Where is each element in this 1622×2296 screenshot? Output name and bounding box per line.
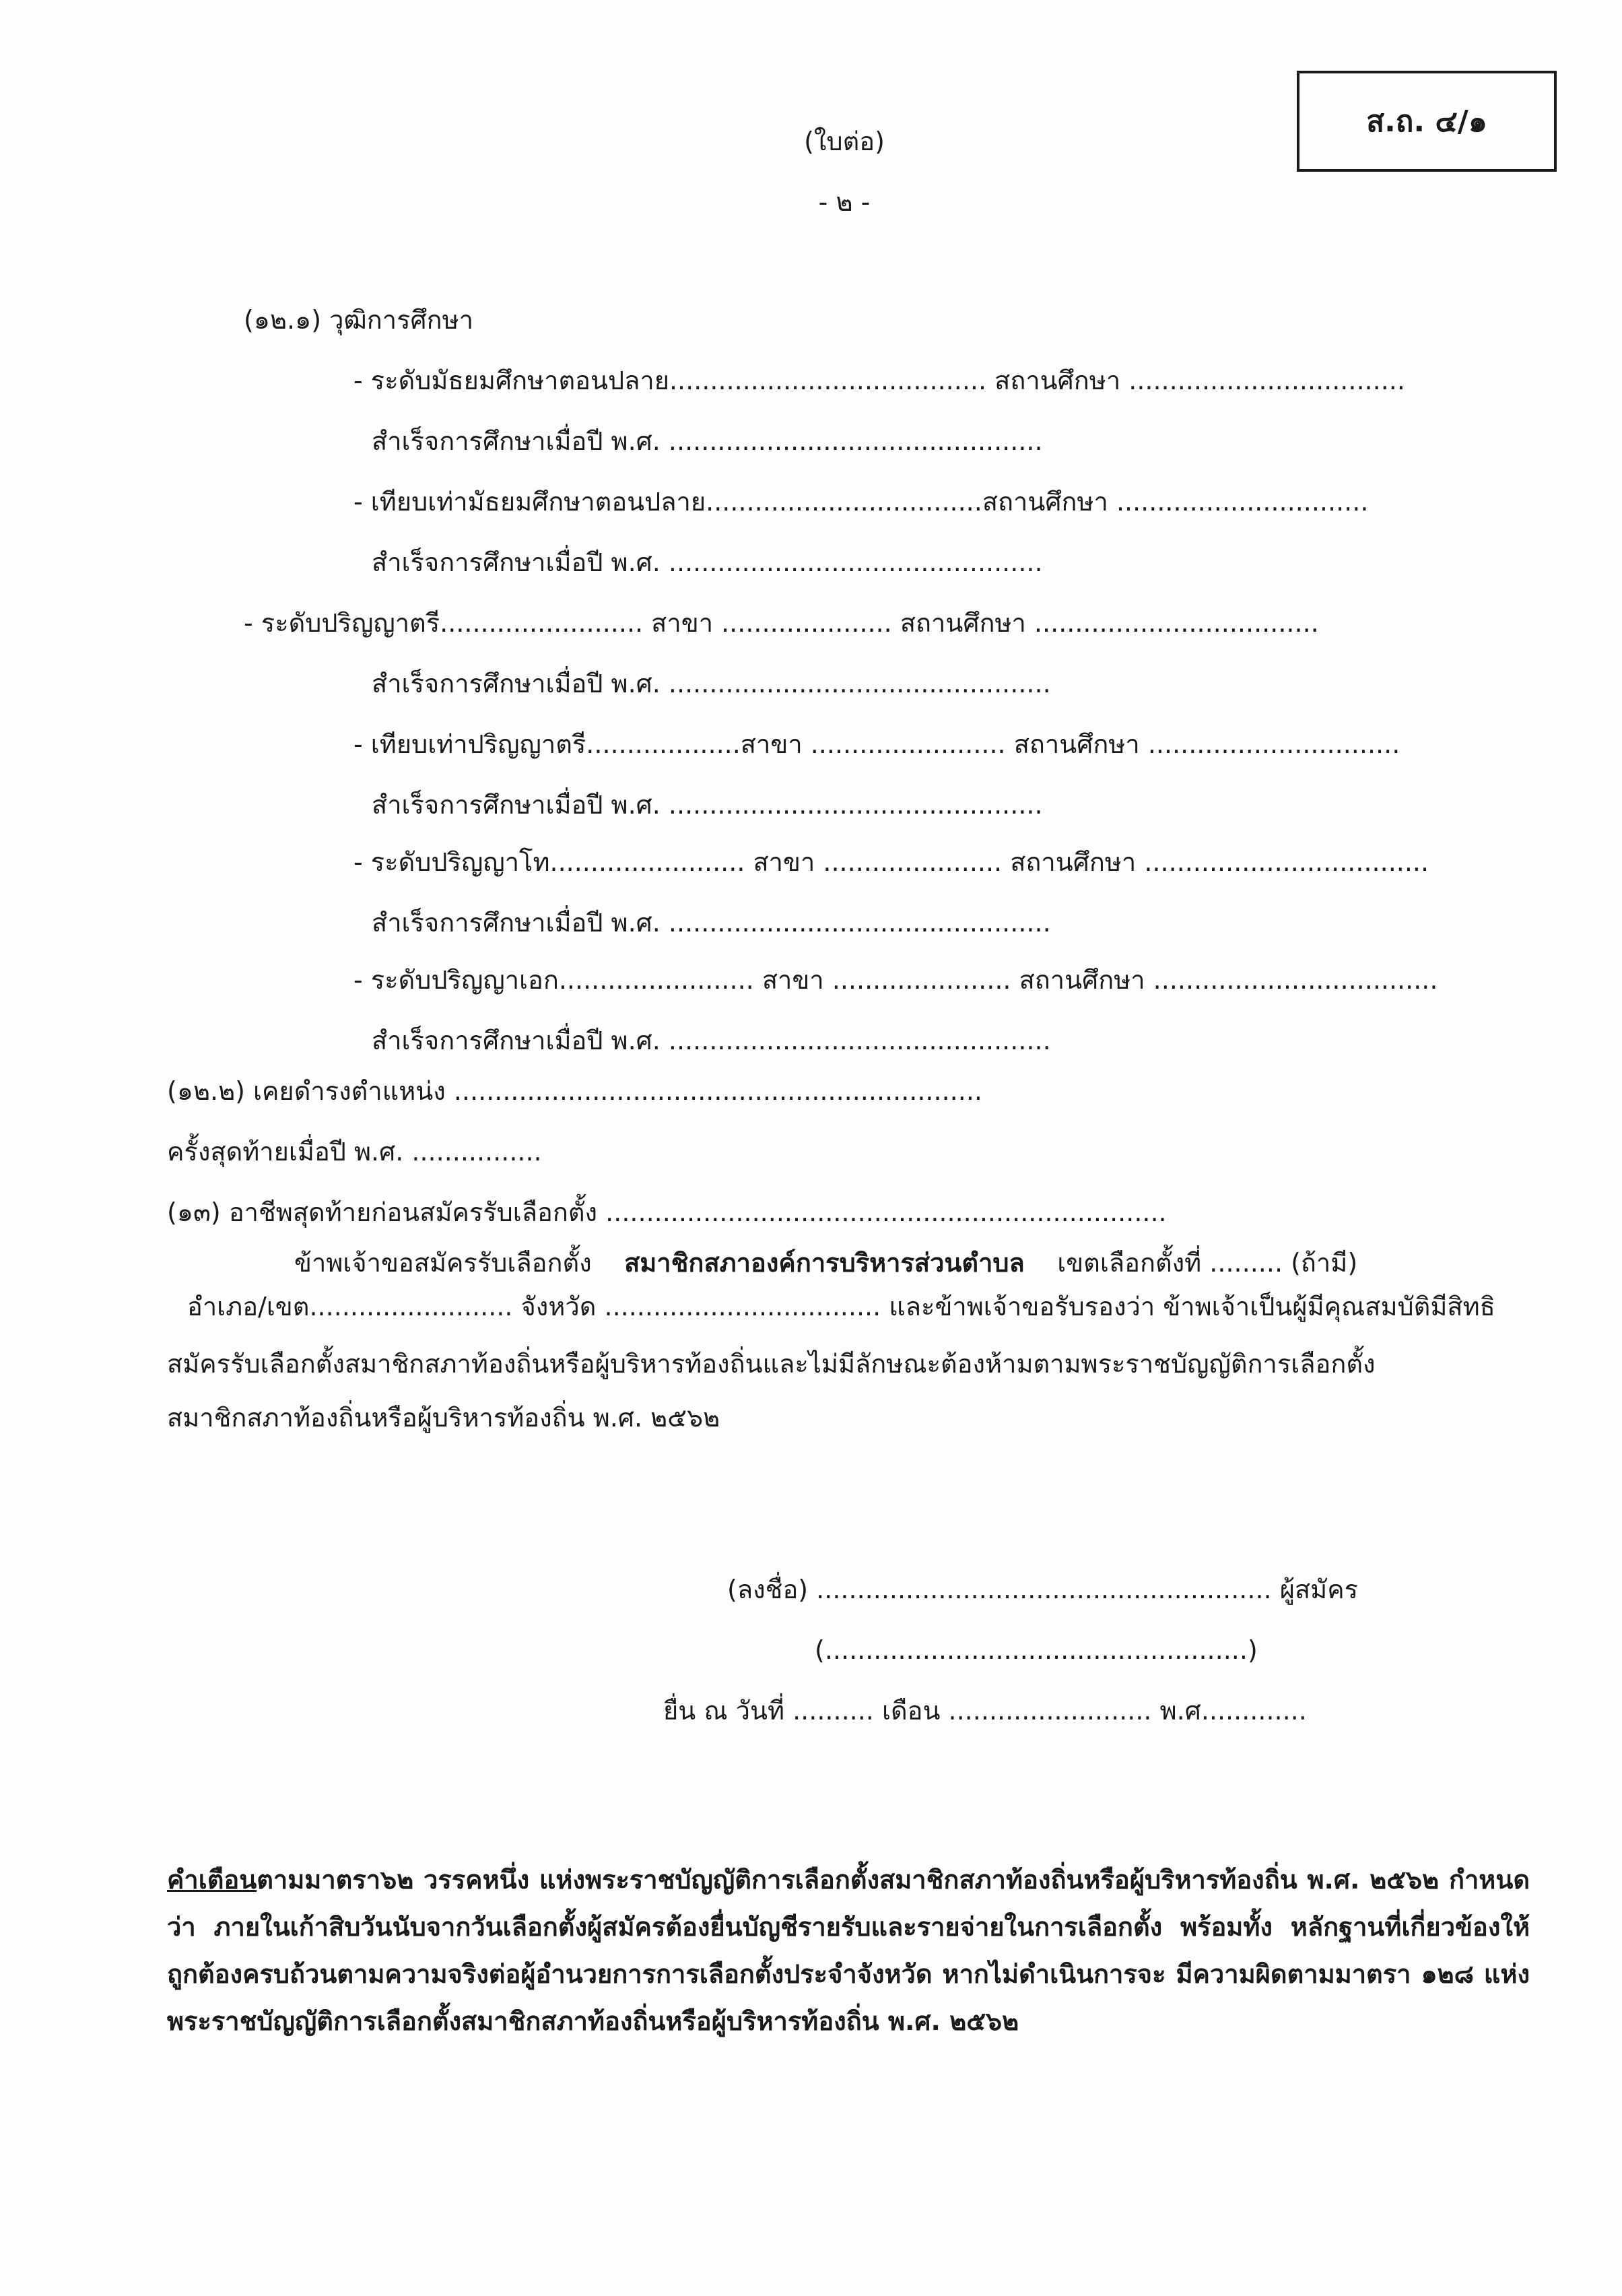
education-line-2: สำเร็จการศึกษาเมื่อปี พ.ศ. .............................................. bbox=[372, 426, 1043, 456]
education-line-10: สำเร็จการศึกษาเมื่อปี พ.ศ. ............................................... bbox=[372, 908, 1051, 938]
education-heading: (๑๒.๑) วุฒิการศึกษา bbox=[244, 305, 474, 335]
signature-line: (ลงชื่อ) ........................................................ ผู้สมัคร bbox=[727, 1575, 1359, 1604]
warning-label: คำเตือน bbox=[167, 1865, 257, 1895]
warning-text: ตามมาตรา๖๒ วรรคหนึ่ง แห่งพระราชบัญญัติการเลือกตั้งสมาชิกสภาท้องถิ่นหรือผู้บริหารท้องถิ่น พ.ศ. ๒๕๖๒ กำหนดว่า ภายในเก้าสิบวันนับจากวันเลือกตั้งผู้สมัครต้องยื่นบัญชีรายรับและรายจ่ายในการเลือกตั้ง พร้อมทั้ง หลักฐานที่เกี่ยวข้องให้ถูกต้องครบถ้วนตามความจริงต่อผู้อำนวยการการเลือกตั้งประจำจังหวัด หากไม่ดำเนินการจะ มีความผิดตามมาตรา ๑๒๘ แห่งพระราชบัญญัติการเลือกตั้งสมาชิกสภาท้องถิ่นหรือผู้บริหารท้องถิ่น พ.ศ. ๒๕๖๒ bbox=[167, 1865, 1530, 2036]
education-line-8: สำเร็จการศึกษาเมื่อปี พ.ศ. .............................................. bbox=[372, 790, 1043, 820]
submission-date-line: ยื่น ณ วันที่ .......... เดือน ......................... พ.ศ............. bbox=[663, 1696, 1307, 1726]
declaration-line-1 bbox=[294, 1243, 1357, 1283]
education-line-9: - ระดับปริญญาโท........................ สาขา ...................... สถานศึกษา ................................... bbox=[353, 847, 1429, 877]
continued-label: (ใบต่อ) bbox=[804, 127, 885, 156]
declaration-line-4: สมาชิกสภาท้องถิ่นหรือผู้บริหารท้องถิ่น พ.ศ. ๒๕๖๒ bbox=[167, 1403, 720, 1433]
education-line-4: สำเร็จการศึกษาเมื่อปี พ.ศ. .............................................. bbox=[372, 548, 1043, 577]
position-line-1: (๑๒.๒) เคยดำรงตำแหน่ง ................................................................. bbox=[167, 1076, 982, 1106]
declaration-position: สมาชิกสภาองค์การบริหารส่วนตำบล bbox=[624, 1248, 1025, 1278]
education-line-11: - ระดับปริญญาเอก........................ สาขา ...................... สถานศึกษา ................................... bbox=[353, 965, 1438, 995]
occupation-line: (๑๓) อาชีพสุดท้ายก่อนสมัครรับเลือกตั้ง ..................................................................... bbox=[167, 1198, 1167, 1227]
position-line-2: ครั้งสุดท้ายเมื่อปี พ.ศ. ................ bbox=[167, 1137, 542, 1167]
declaration-line-2: อำเภอ/เขต......................... จังหวัด .................................. และข้าพเจ้าขอรับรองว่า ข้าพเจ้าเป็นผู้มีคุณสมบัติมีสิทธิ bbox=[187, 1292, 1495, 1321]
page-number: - ๒ - bbox=[818, 187, 871, 217]
declaration-intro: ข้าพเจ้าขอสมัครรับเลือกตั้ง bbox=[294, 1248, 592, 1278]
education-line-7: - เทียบเท่าปริญญาตรี...................สาขา ........................ สถานศึกษา ............................... bbox=[353, 729, 1400, 759]
declaration-district: เขตเลือกตั้งที่ ......... (ถ้ามี) bbox=[1057, 1248, 1358, 1278]
education-line-12: สำเร็จการศึกษาเมื่อปี พ.ศ. ............................................... bbox=[372, 1026, 1051, 1055]
education-line-1: - ระดับมัธยมศึกษาตอนปลาย....................................... สถานศึกษา .................................. bbox=[353, 366, 1405, 395]
warning-paragraph bbox=[167, 1856, 1530, 2045]
form-code-box: ส.ถ. ๔/๑ bbox=[1297, 71, 1557, 172]
declaration-line-3: สมัครรับเลือกตั้งสมาชิกสภาท้องถิ่นหรือผู้บริหารท้องถิ่นและไม่มีลักษณะต้องห้ามตามพระราชบัญญัติการเลือกตั้ง bbox=[167, 1349, 1376, 1379]
signature-name-line: (....................................................) bbox=[815, 1635, 1258, 1665]
education-line-3: - เทียบเท่ามัธยมศึกษาตอนปลาย..................................สถานศึกษา ............................... bbox=[353, 487, 1369, 517]
education-line-6: สำเร็จการศึกษาเมื่อปี พ.ศ. ............................................... bbox=[372, 669, 1051, 698]
education-line-5: - ระดับปริญญาตรี......................... สาขา ..................... สถานศึกษา ................................... bbox=[244, 608, 1319, 638]
